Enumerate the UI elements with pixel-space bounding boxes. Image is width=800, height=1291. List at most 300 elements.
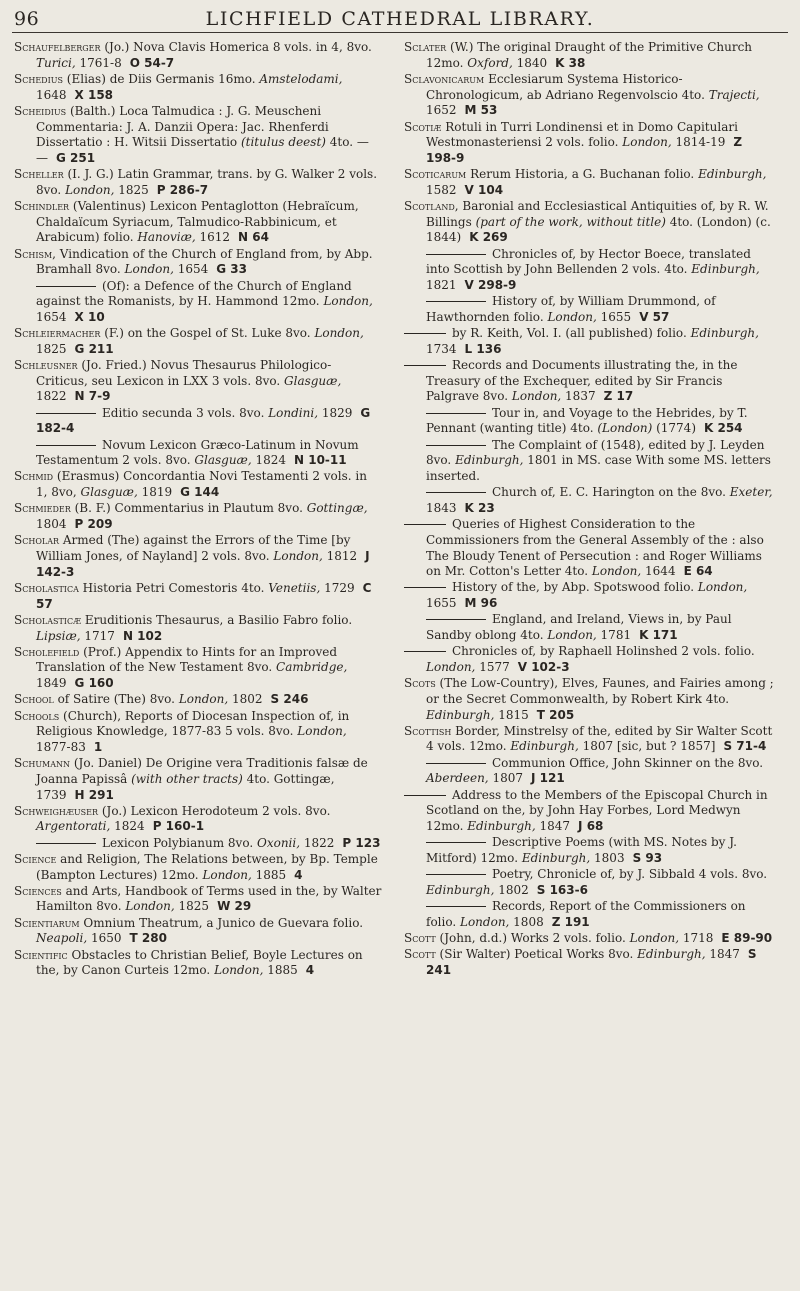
catalog-entry <box>14 916 382 947</box>
imprint-year: 1821 <box>426 278 457 293</box>
shelf-mark: K 23 <box>464 500 495 515</box>
headword: Schmieder <box>14 501 71 516</box>
catalog-entry <box>14 279 382 326</box>
headword: Scoticarum <box>404 167 467 182</box>
imprint-place: Edinburgh, <box>690 326 759 341</box>
imprint-place: Edinburgh, <box>637 947 706 962</box>
imprint-place: London, <box>314 326 364 341</box>
shelf-mark: G 144 <box>180 485 220 500</box>
imprint-place: Exeter, <box>729 485 773 500</box>
catalog-entry <box>404 167 776 198</box>
catalog-entry <box>404 485 776 516</box>
imprint-place: London, <box>459 914 510 929</box>
imprint-place: Cambridge, <box>276 660 348 675</box>
imprint-place: London, <box>214 963 264 978</box>
shelf-mark: P 160-1 <box>152 819 205 834</box>
shelf-mark: Z 198-9 <box>426 135 743 165</box>
ditto-rule <box>426 842 486 843</box>
shelf-mark: X 158 <box>74 87 114 102</box>
imprint-year: 1644 <box>641 564 676 579</box>
entry-text: Chronicles of, by Raphaell Holinshed 2 vols. folio. <box>452 644 755 659</box>
imprint-place: Argentorati, <box>36 819 111 834</box>
shelf-mark: M 53 <box>464 103 498 118</box>
catalog-entry <box>14 199 382 246</box>
imprint-year: 1822 <box>300 835 335 850</box>
ditto-rule <box>426 906 486 907</box>
entry-text: Communion Office, John Skinner on the 8vo. <box>492 755 764 770</box>
imprint-year: 1801 in MS. case With some MS. letters inserted. <box>426 453 771 483</box>
imprint-place: London, <box>65 182 115 197</box>
imprint-year: 1650 <box>87 931 122 946</box>
shelf-mark: G 182-4 <box>36 405 371 436</box>
entry-text: Eruditionis Thesaurus, a Basilio Fabro folio. <box>81 612 353 627</box>
catalog-entry <box>404 40 776 71</box>
entry-text: (Jo. Fried.) Novus Thesaurus Philologico-Criticus, seu Lexicon in LXX 3 vols. 8vo. <box>36 358 332 388</box>
catalog-entry <box>14 501 382 532</box>
entry-text: (Prof.) Appendix to Hints for an Improved Translation of the New Testament 8vo. <box>36 644 338 675</box>
ditto-rule <box>404 651 446 652</box>
shelf-mark: O 54-7 <box>129 55 175 70</box>
entry-text: Address to the Members of the Episcopal Church in Scotland on the, by John Hay Forbes, Lord Medwyn 12mo. <box>426 787 768 833</box>
imprint-year: 1802 <box>228 692 263 707</box>
entry-text: The Complaint of (1548), edited by J. Leyden 8vo. <box>426 437 765 468</box>
imprint-year: 1652 <box>426 103 457 118</box>
imprint-year: 4to. — — <box>36 135 369 165</box>
imprint-place: London, <box>629 930 680 945</box>
imprint-place: Edinburgh, <box>698 167 767 182</box>
shelf-mark: Z 191 <box>551 914 590 929</box>
headword: School <box>14 692 54 707</box>
entry-text: Rerum Historia, a G. Buchanan folio. <box>466 167 699 182</box>
entry-text: Editio secunda 3 vols. 8vo. <box>102 405 269 420</box>
shelf-mark: V 104 <box>464 182 504 197</box>
catalog-entry <box>404 676 776 723</box>
entry-text: of Satire (The) 8vo. <box>53 692 179 707</box>
entry-text: Records and Documents illustrating the, in the Treasury of the Exchequer, edited by Sir Francis Palgrave 8vo. <box>426 358 738 404</box>
imprint-year: 1814-19 <box>671 135 726 150</box>
headword: Sclater <box>404 40 447 54</box>
headword: Scotiæ <box>404 119 442 134</box>
ditto-rule <box>36 286 96 287</box>
catalog-entry <box>14 645 382 692</box>
entry-text: Poetry, Chronicle of, by J. Sibbald 4 vols. 8vo. <box>492 867 768 882</box>
catalog-entry <box>404 580 776 611</box>
entry-text: and Religion, The Relations between, by Bp. Temple (Bampton Lectures) 12mo. <box>36 851 378 882</box>
imprint-place: Glasguæ, <box>284 373 342 388</box>
shelf-mark: S 241 <box>426 947 757 977</box>
imprint-year: 1847 <box>535 818 571 833</box>
shelf-mark: S 71-4 <box>723 739 767 754</box>
shelf-mark: G 211 <box>74 341 114 356</box>
ditto-rule <box>426 445 486 446</box>
shelf-mark: G 33 <box>216 262 247 277</box>
headword: Schumann <box>14 756 71 771</box>
catalog-entry <box>404 406 776 437</box>
entry-text: Lexicon Polybianum 8vo. <box>102 835 257 850</box>
entry-text: (W.) The original Draught of the Primitive Church 12mo. <box>426 40 753 70</box>
imprint-year: 1824 <box>251 453 287 468</box>
imprint-place: Edinburgh, <box>510 739 579 754</box>
ditto-rule <box>426 492 486 493</box>
shelf-mark: T 205 <box>536 707 575 722</box>
catalog-entry <box>14 804 382 835</box>
catalog-entry <box>404 438 776 485</box>
catalog-entry <box>14 613 382 644</box>
imprint-year: 1885 <box>263 963 298 978</box>
shelf-mark: V 298-9 <box>464 278 517 293</box>
shelf-mark: W 29 <box>217 899 252 914</box>
catalog-entry <box>404 724 776 755</box>
ditto-rule <box>426 301 486 302</box>
imprint-year: 1654 <box>36 309 67 324</box>
imprint-year: 4to. (London) (c. 1844) <box>426 214 771 245</box>
catalog-entry <box>14 406 382 437</box>
shelf-mark: K 171 <box>639 628 678 643</box>
catalog-entry <box>404 120 776 167</box>
imprint-place: London, <box>273 549 323 563</box>
catalog-entry <box>404 788 776 835</box>
shelf-mark: 4 <box>294 867 303 882</box>
catalog-entry <box>404 835 776 866</box>
imprint-year: 1840 <box>512 55 548 70</box>
catalog-entry <box>404 199 776 246</box>
imprint-year: 1837 <box>561 389 596 404</box>
left-column <box>14 40 382 979</box>
imprint-place: London, <box>547 628 597 643</box>
entry-text: (Valentinus) Lexicon Pentaglotton (Hebraïcum, Chaldaïcum Syriacum, Talmudico-Rabbinicum, et Arabicum) folio. <box>36 199 359 245</box>
headword: Schleiermacher <box>14 326 101 341</box>
catalog-entry <box>404 294 776 325</box>
imprint-year: 1825 <box>36 341 67 356</box>
imprint-year: 1819 <box>137 485 173 500</box>
imprint-place: Venetiis, <box>268 580 321 595</box>
catalog-entry <box>14 72 382 103</box>
ditto-rule <box>404 365 446 366</box>
shelf-mark: E 64 <box>683 564 713 579</box>
imprint-year: 1807 [sic, but ? 1857] <box>578 739 716 754</box>
imprint-year: 1849 <box>36 676 67 691</box>
entry-text: Queries of Highest Consideration to the Commissioners from the General Assembly of the : also The Bloudy Tenent of Persecution : and Roger Williams on Mr. Cotton's Letter 4to. <box>426 517 764 579</box>
imprint-place: (London) <box>597 421 653 436</box>
ditto-rule <box>36 445 96 446</box>
imprint-year: 1847 <box>705 947 740 962</box>
imprint-place: Amstelodami, <box>259 71 343 86</box>
catalog-entry <box>14 852 382 883</box>
headword: Scots <box>404 676 436 691</box>
imprint-place: (part of the work, without title) <box>475 214 666 229</box>
entry-text: (Church), Reports of Diocesan Inspection of, in Religious Knowledge, 1877-83 5 vols. 8vo. <box>36 708 350 739</box>
entry-text: (Elias) de Diis Germanis 16mo. <box>62 71 260 86</box>
entry-text: Records, Report of the Commissioners on folio. <box>426 898 746 929</box>
imprint-place: Hanoviæ, <box>137 230 196 245</box>
shelf-mark: V 57 <box>639 309 670 324</box>
imprint-place: London, <box>124 262 174 277</box>
imprint-place: London, <box>125 899 175 914</box>
headword: Schools <box>14 708 60 723</box>
headword: Scottish <box>404 723 452 738</box>
catalog-entry <box>404 899 776 930</box>
imprint-year: 1803 <box>590 850 625 865</box>
imprint-place: London, <box>202 867 252 882</box>
shelf-mark: C 57 <box>36 580 372 611</box>
imprint-year: 1807 <box>488 771 523 786</box>
shelf-mark: K 269 <box>469 230 508 245</box>
imprint-place: Oxonii, <box>256 835 301 850</box>
headword: Scholefield <box>14 644 80 659</box>
shelf-mark: 4 <box>305 963 315 978</box>
shelf-mark: S 163-6 <box>536 882 588 897</box>
headword: Scholar <box>14 533 59 548</box>
shelf-mark: H 291 <box>74 787 114 802</box>
entry-text: (F.) on the Gospel of St. Luke 8vo. <box>100 326 315 341</box>
ditto-rule <box>426 763 486 764</box>
entry-text: Armed (The) against the Errors of the Time [by William Jones, of Nayland] 2 vols. 8vo. <box>36 533 351 563</box>
imprint-year: 1825 <box>114 182 149 197</box>
imprint-place: Londini, <box>268 405 319 420</box>
imprint-place: Glasguæ, <box>194 453 252 468</box>
headword: Sciences <box>14 883 62 898</box>
catalog-entry <box>14 167 382 198</box>
imprint-place: London, <box>297 724 347 739</box>
shelf-mark: M 96 <box>464 596 498 611</box>
catalog-entry <box>14 581 382 612</box>
headword: Scholasticæ <box>14 612 82 627</box>
shelf-mark: L 136 <box>464 341 502 356</box>
shelf-mark: N 102 <box>122 628 163 643</box>
running-header <box>12 6 788 33</box>
shelf-mark: J 142-3 <box>36 549 370 579</box>
imprint-place: Glasguæ, <box>80 485 138 500</box>
shelf-mark: J 121 <box>530 771 565 786</box>
ditto-rule <box>36 843 96 844</box>
entry-text: History of the, by Abp. Spotswood folio. <box>452 580 698 595</box>
entry-text: Rotuli in Turri Londinensi et in Domo Capitulari Westmonasteriensi 2 vols. folio. <box>426 119 738 150</box>
entry-text: Novum Lexicon Græco-Latinum in Novum Testamentum 2 vols. 8vo. <box>36 437 359 468</box>
ditto-rule <box>404 795 446 796</box>
entry-text: England, and Ireland, Views in, by Paul Sandby oblong 4to. <box>426 612 732 643</box>
shelf-mark: G 160 <box>74 676 114 691</box>
imprint-place: London, <box>622 135 672 150</box>
imprint-year: 1843 <box>426 500 457 515</box>
headword: Schism, <box>14 246 56 261</box>
entry-text: Obstacles to Christian Belief, Boyle Lectures on the, by Canon Curteis 12mo. <box>36 947 363 978</box>
imprint-place: Edinburgh, <box>467 818 536 833</box>
entry-text: Descriptive Poems (with MS. Notes by J. Mitford) 12mo. <box>426 835 737 865</box>
shelf-mark: S 246 <box>270 692 309 707</box>
entry-text: (The Low-Country), Elves, Faunes, and Fairies among ; or the Secret Commonwealth, by Robert Kirk 4to. <box>426 676 774 706</box>
catalog-entry <box>14 358 382 405</box>
imprint-place: London, <box>547 309 597 324</box>
imprint-place: Edinburgh, <box>455 453 524 468</box>
ditto-rule <box>404 333 446 334</box>
ditto-rule <box>426 874 486 875</box>
entry-text: Historia Petri Comestoris 4to. <box>78 580 269 595</box>
imprint-place: Edinburgh, <box>426 882 495 897</box>
imprint-place: London, <box>323 294 373 309</box>
shelf-mark: G 251 <box>56 150 96 165</box>
ditto-rule <box>36 413 96 414</box>
imprint-year: 1654 <box>173 262 209 277</box>
imprint-place: (titulus deest) <box>240 135 326 150</box>
entry-text: (Of): a Defence of the Church of England against the Romanists, by H. Hammond 12mo. <box>36 278 352 309</box>
entry-text: (Balth.) Loca Talmudica : J. G. Meuscheni Commentaria: J. A. Danzii Opera: Jac. Rhenferdi Dissertatio : H. Witsii Dissertatio <box>36 103 329 150</box>
entry-text: (B. F.) Commentarius in Plautum 8vo. <box>70 501 307 516</box>
headword: Schweighæuser <box>14 803 99 818</box>
entry-text: (Jo.) Nova Clavis Homerica 8 vols. in 4, 8vo. <box>100 40 372 54</box>
headword: Scheller <box>14 167 64 182</box>
imprint-place: Lipsiæ, <box>36 628 81 643</box>
catalog-entry <box>14 533 382 580</box>
catalog-entry <box>14 438 382 469</box>
catalog-entry <box>404 358 776 405</box>
imprint-year: 1718 <box>679 930 714 945</box>
headword: Scientiarum <box>14 915 80 930</box>
headword: Science <box>14 851 57 866</box>
imprint-year: 4to. Gottingæ, 1739 <box>36 771 335 802</box>
ditto-rule <box>404 587 446 588</box>
catalog-entry <box>14 469 382 500</box>
entry-text: by R. Keith, Vol. I. (all published) folio. <box>452 326 691 341</box>
imprint-year: 1804 <box>36 517 67 532</box>
entry-text: Chronicles of, by Hector Boece, translated into Scottish by John Bellenden 2 vols. 4to. <box>426 246 751 277</box>
imprint-place: (with other tracts) <box>131 771 243 786</box>
imprint-year: 1822 <box>36 389 67 404</box>
imprint-year: 1808 <box>509 914 544 929</box>
catalog-entry <box>14 247 382 278</box>
entry-text: (John, d.d.) Works 2 vols. folio. <box>435 930 630 945</box>
headword: Scotland, <box>404 199 459 214</box>
imprint-year: (1774) <box>652 421 696 436</box>
imprint-place: Aberdeen, <box>426 771 489 786</box>
imprint-year: 1761-8 <box>75 55 122 70</box>
catalog-entry <box>404 326 776 357</box>
shelf-mark: 1 <box>93 739 103 754</box>
imprint-year: 1824 <box>110 819 145 834</box>
imprint-year: 1717 <box>80 628 115 643</box>
imprint-year: 1815 <box>494 707 529 722</box>
shelf-mark: X 10 <box>74 309 105 324</box>
headword: Scott <box>404 930 436 945</box>
imprint-place: Neapoli, <box>36 931 88 946</box>
imprint-year: 1802 <box>494 882 529 897</box>
catalog-entry <box>14 884 382 915</box>
shelf-mark: N 7-9 <box>74 389 111 404</box>
imprint-year: 1734 <box>426 341 457 356</box>
shelf-mark: N 10-11 <box>294 453 347 468</box>
shelf-mark: V 102-3 <box>517 659 570 674</box>
catalog-entry <box>404 644 776 675</box>
headword: Schindler <box>14 199 70 214</box>
imprint-year: 1655 <box>426 596 457 611</box>
imprint-place: London, <box>697 580 748 595</box>
shelf-mark: N 64 <box>238 230 269 245</box>
running-title: LICHFIELD CATHEDRAL LIBRARY. <box>205 8 595 30</box>
shelf-mark: P 209 <box>74 517 113 532</box>
catalog-entry <box>14 326 382 357</box>
shelf-mark: K 254 <box>704 421 743 436</box>
entry-text: Vindication of the Church of England from, by Abp. Bramhall 8vo. <box>36 246 373 277</box>
catalog-entry <box>14 104 382 167</box>
catalog-entry <box>14 709 382 756</box>
shelf-mark: T 280 <box>129 931 167 946</box>
shelf-mark: E 89-90 <box>721 930 773 945</box>
imprint-place: London, <box>426 659 476 674</box>
imprint-place: Edinburgh, <box>521 850 591 865</box>
headword: Schedius <box>14 71 63 86</box>
shelf-mark: P 123 <box>342 835 381 850</box>
catalog-entry <box>404 72 776 119</box>
shelf-mark: P 286-7 <box>156 182 209 197</box>
right-column <box>404 40 776 979</box>
imprint-year: 1655 <box>596 309 632 324</box>
imprint-year: 1812 <box>322 549 358 563</box>
catalog-entry <box>404 517 776 580</box>
imprint-year: 1577 <box>475 659 510 674</box>
catalog-entry <box>14 692 382 708</box>
entry-text: and Arts, Handbook of Terms used in the, by Walter Hamilton 8vo. <box>36 883 382 914</box>
shelf-mark: J 68 <box>578 818 604 833</box>
headword: Scholastica <box>14 580 79 595</box>
shelf-mark: K 38 <box>555 55 586 70</box>
catalog-entry <box>14 836 382 852</box>
entry-text: (Sir Walter) Poetical Works 8vo. <box>435 947 638 962</box>
entry-text: Omnium Theatrum, a Junico de Guevara folio. <box>79 915 364 930</box>
imprint-place: Gottingæ, <box>306 501 368 516</box>
imprint-place: Oxford, <box>467 55 513 70</box>
entry-text: Tour in, and Voyage to the Hebrides, by T. Pennant (wanting title) 4to. <box>426 405 748 436</box>
catalog-entry <box>404 756 776 787</box>
shelf-mark: Z 17 <box>603 389 634 404</box>
ditto-rule <box>426 619 486 620</box>
page-number: 96 <box>14 8 40 30</box>
ditto-rule <box>426 413 486 414</box>
imprint-place: Edinburgh, <box>691 262 760 277</box>
imprint-year: 1885 <box>251 867 287 882</box>
catalog-entry <box>404 947 776 978</box>
catalog-entry <box>14 756 382 803</box>
entry-text: (Erasmus) Concordantia Novi Testamenti 2 vols. in 1, 8vo, <box>36 469 367 500</box>
catalog-entry <box>404 612 776 643</box>
imprint-year: 1612 <box>195 230 231 245</box>
entry-text: Border, Minstrelsy of the, edited by Sir Walter Scott 4 vols. 12mo. <box>426 723 773 754</box>
catalog-entry <box>404 931 776 947</box>
headword: Schmid <box>14 469 54 484</box>
entry-text: (I. J. G.) Latin Grammar, trans. by G. Walker 2 vols. 8vo. <box>36 167 378 197</box>
headword: Scott <box>404 947 436 962</box>
imprint-place: London, <box>178 692 229 707</box>
entry-text: Ecclesiarum Systema Historico-Chronologicum, ab Adriano Regenvolscio 4to. <box>426 71 709 102</box>
catalog-entry <box>404 867 776 898</box>
imprint-year: 1781 <box>596 628 632 643</box>
imprint-year: 1729 <box>320 580 355 595</box>
imprint-place: London, <box>511 389 562 404</box>
entry-text: History of, by William Drummond, of Hawthornden folio. <box>426 294 716 324</box>
imprint-year: 1648 <box>36 87 67 102</box>
imprint-place: Edinburgh, <box>426 707 495 722</box>
headword: Scientific <box>14 947 68 962</box>
catalog-entry <box>404 247 776 294</box>
catalog-entry <box>14 948 382 979</box>
ditto-rule <box>404 524 446 525</box>
entry-text: Church of, E. C. Harington on the 8vo. <box>492 485 730 500</box>
imprint-place: Turici, <box>36 55 76 70</box>
headword: Sclavonicarum <box>404 71 485 86</box>
entry-text: (Jo.) Lexicon Herodoteum 2 vols. 8vo. <box>98 803 331 818</box>
imprint-place: Trajecti, <box>708 87 760 102</box>
headword: Schleusner <box>14 358 78 373</box>
ditto-rule <box>426 254 486 255</box>
entry-text: (Jo. Daniel) De Origine vera Traditionis falsæ de Joanna Papissâ <box>36 756 368 786</box>
